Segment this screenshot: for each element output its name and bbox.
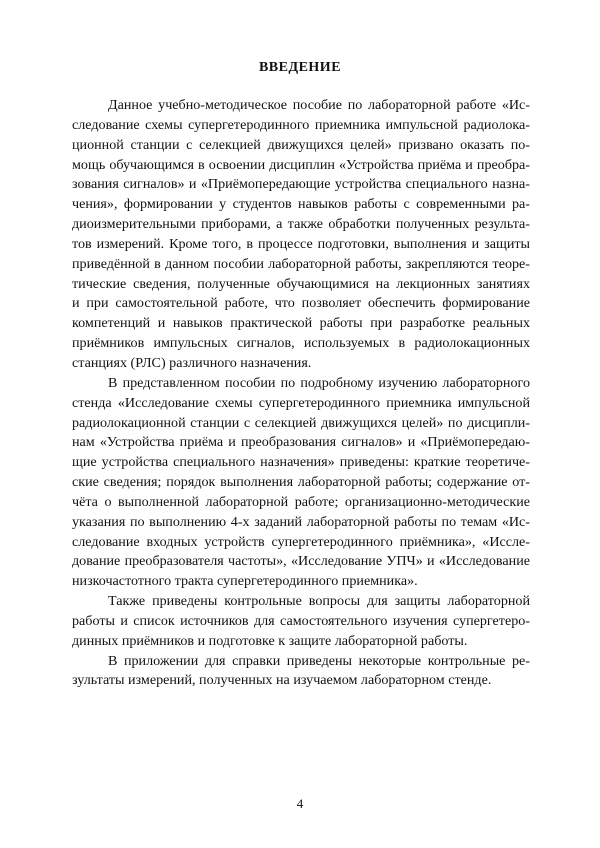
text-line: щие устройства специального назначения» приведены: краткие теоретиче- bbox=[72, 454, 530, 471]
text-line: работы и список источников для самостоятельного изучения супергетеро- bbox=[72, 612, 530, 629]
text-line: зования сигналов» и «Приёмопередающие устройства специального назна- bbox=[72, 176, 530, 193]
text-line: В приложении для справки приведены некоторые контрольные ре- bbox=[108, 652, 530, 669]
text-line: чения», формировании у студентов навыков работы с современными ра- bbox=[72, 196, 530, 213]
text-line: приведённой в данном пособии лабораторной работы, закрепляются теоре- bbox=[72, 255, 530, 272]
document-body bbox=[72, 96, 530, 691]
text-line: динных приёмников и подготовке к защите лабораторной работы. bbox=[72, 632, 468, 649]
paragraph-3 bbox=[72, 592, 530, 652]
text-line: дование преобразователя частоты», «Исследование УПЧ» и «Исследование bbox=[72, 553, 530, 570]
text-line: ционной станции с селекцией движущихся целей» призвано оказать по- bbox=[72, 136, 530, 153]
text-line: приёмников импульсных сигналов, используемых в радиолокационных bbox=[72, 335, 530, 352]
text-line: следование входных устройств супергетеродинного приёмника», «Иссле- bbox=[72, 533, 530, 550]
text-line: станциях (РЛС) различного назначения. bbox=[72, 354, 312, 371]
page-title: ВВЕДЕНИЕ bbox=[258, 60, 342, 75]
text-line: и при самостоятельной работе, что позволяет обеспечить формирование bbox=[72, 295, 530, 312]
text-line: Данное учебно-методическое пособие по лабораторной работе «Ис- bbox=[108, 97, 530, 113]
text-line: тические сведения, полученные обучающимися на лекционных занятиях bbox=[72, 275, 530, 292]
paragraph-1 bbox=[72, 96, 530, 374]
text-line: Также приведены контрольные вопросы для защиты лабораторной bbox=[108, 593, 530, 610]
text-line: мощь обучающимся в освоении дисциплин «Устройства приёма и преобра- bbox=[72, 156, 530, 173]
text-line: В представленном пособии по подробному изучению лабораторного bbox=[108, 374, 530, 391]
page-number: 4 bbox=[296, 796, 304, 811]
text-line: стенда «Исследование схемы супергетеродинного приемника импульсной bbox=[72, 394, 530, 411]
text-line: следование схемы супергетеродинного приемника импульсной радиолока- bbox=[72, 116, 530, 133]
paragraph-2 bbox=[72, 374, 530, 592]
text-line: радиолокационной станции с селекцией движущихся целей» по дисципли- bbox=[72, 414, 530, 431]
text-line: тов измерений. Кроме того, в процессе подготовки, выполнения и защиты bbox=[72, 235, 530, 252]
paragraph-4 bbox=[72, 652, 530, 692]
text-line: низкочастотного тракта супергетеродинного приемника». bbox=[72, 573, 418, 590]
text-line: зультаты измерений, полученных на изучаемом лабораторном стенде. bbox=[72, 672, 492, 689]
text-line: ские сведения; порядок выполнения лабораторной работы; содержание от- bbox=[72, 474, 530, 491]
text-line: чёта о выполненной лабораторной работе; организационно-методические bbox=[72, 493, 530, 510]
text-line: диоизмерительными приборами, а также обработки полученных результа- bbox=[72, 216, 530, 233]
text-line: нам «Устройства приёма и преобразования сигналов» и «Приёмопередаю- bbox=[72, 434, 530, 451]
text-line: указания по выполнению 4-х заданий лабораторной работы по темам «Ис- bbox=[72, 513, 530, 530]
text-line: компетенций и навыков практической работы при разработке реальных bbox=[72, 315, 530, 332]
